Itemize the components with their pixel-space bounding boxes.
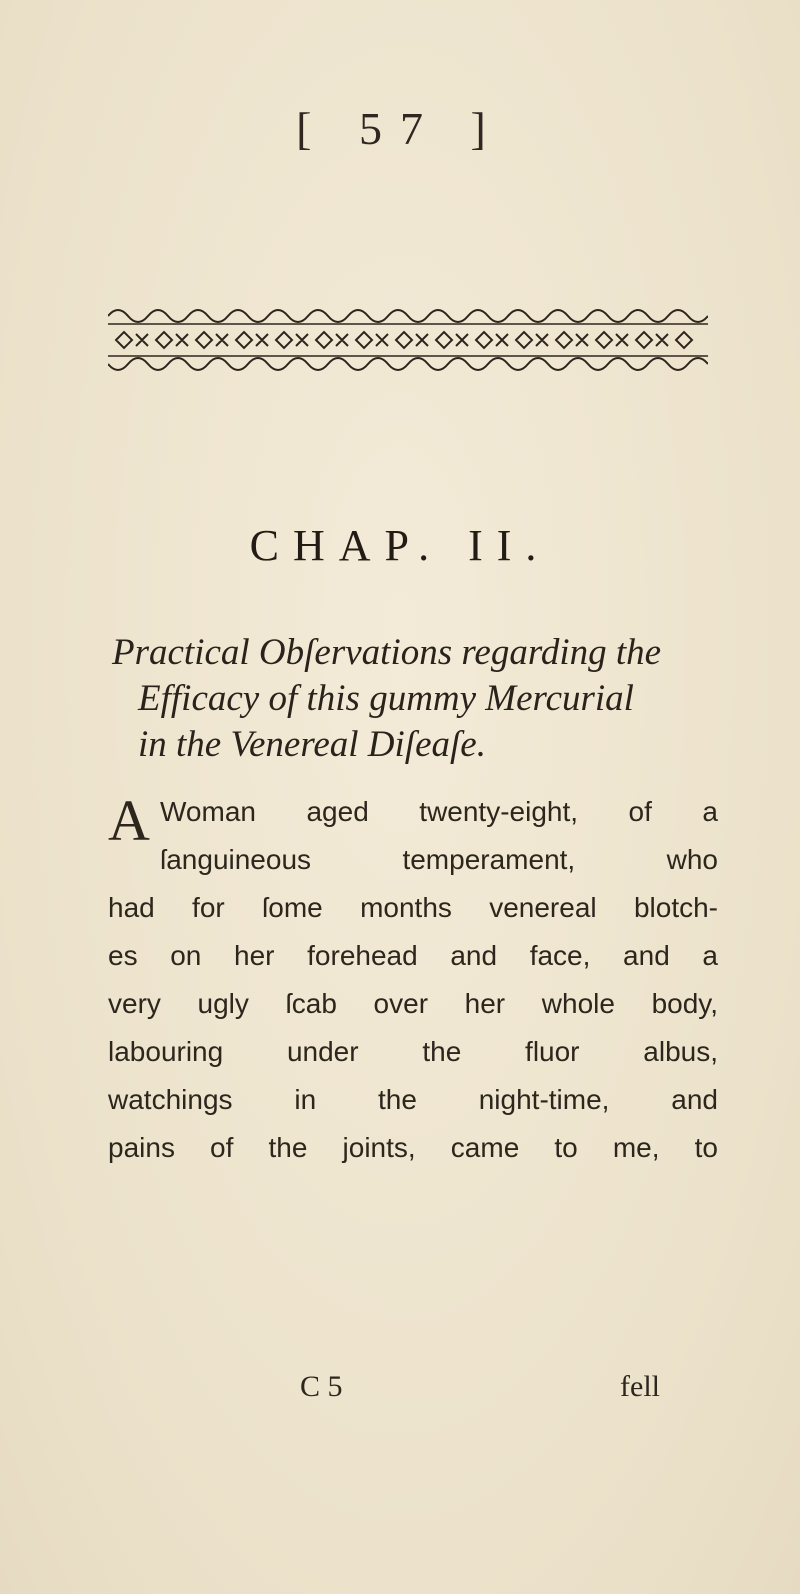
catchword: fell <box>620 1370 660 1403</box>
chapter-heading: CHAP. II. <box>249 521 551 570</box>
subtitle-line: Efficacy of this gummy Mercurial <box>138 678 634 719</box>
text-line: had for ſome months venereal blotch- <box>108 892 718 923</box>
subtitle-line: in the Venereal Diſeaſe. <box>138 724 486 765</box>
body-text <box>108 788 718 1172</box>
drop-cap: A <box>108 788 150 853</box>
text-line: watchings in the night-time, and <box>108 1084 718 1115</box>
text-line: ſanguineous temperament, who <box>160 844 718 875</box>
chapter-subtitle <box>112 630 752 768</box>
signature-mark: C 5 <box>300 1370 343 1403</box>
page-number: [ 57 ] <box>296 103 504 154</box>
page-footer <box>300 1370 660 1414</box>
text-line: labouring under the fluor albus, <box>108 1036 718 1067</box>
text-line: es on her forehead and face, and a <box>108 940 718 971</box>
text-line: Woman aged twenty-eight, of a <box>160 796 718 827</box>
ornament-middle-row <box>116 332 692 348</box>
ornament-bottom-row <box>108 358 708 370</box>
ornament-top-row <box>108 310 708 322</box>
text-line: pains of the joints, came to me, to <box>108 1132 718 1163</box>
subtitle-line: Practical Obſervations regarding the <box>112 632 662 673</box>
text-line: very ugly ſcab over her whole body, <box>108 988 718 1019</box>
printers-ornament-band <box>108 302 708 378</box>
